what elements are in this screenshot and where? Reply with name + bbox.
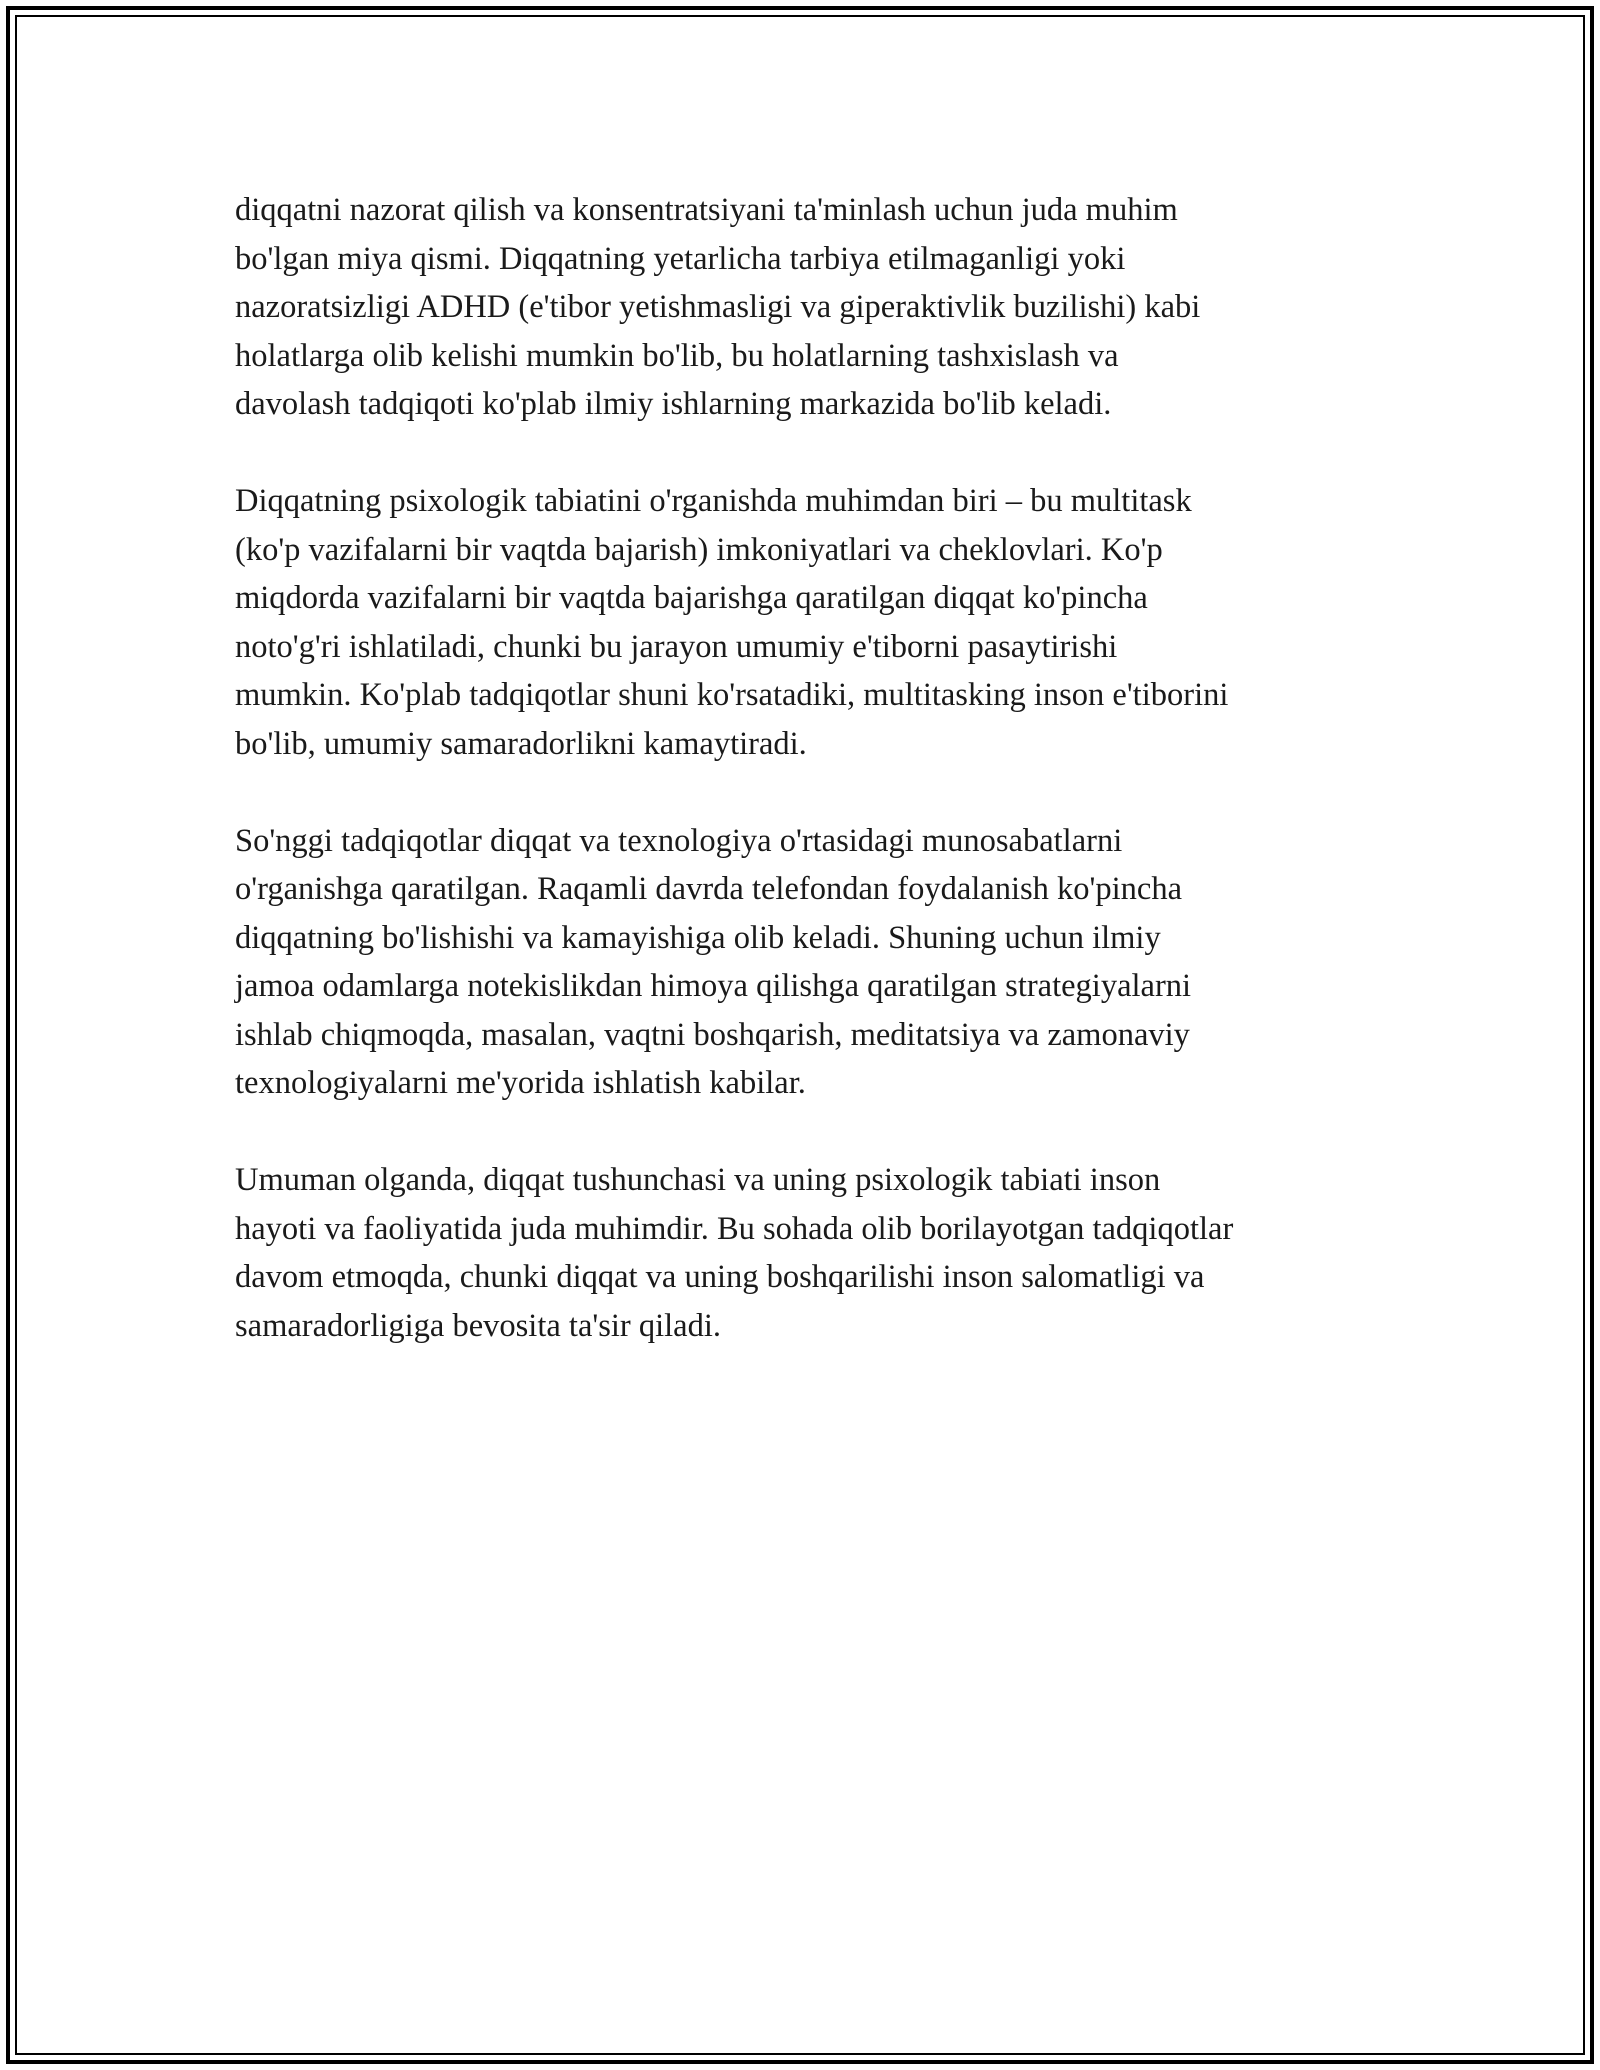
text-line: texnologiyalarni me'yorida ishlatish kabilar. — [235, 1065, 806, 1101]
text-line: noto'g'ri ishlatiladi, chunki bu jarayon umumiy e'tiborni pasaytirishi — [235, 628, 1118, 665]
text-line: holatlarga olib kelishi mumkin bo'lib, bu holatlarning tashxislash va — [235, 337, 1119, 374]
document-body — [235, 186, 1375, 1399]
text-line: davom etmoqda, chunki diqqat va uning boshqarilishi inson salomatligi va — [235, 1259, 1205, 1295]
text-line: So'nggi tadqiqotlar diqqat va texnologiya o'rtasidagi munosabatlarni — [235, 822, 1123, 859]
text-line: samaradorligiga bevosita ta'sir qiladi. — [235, 1307, 721, 1344]
text-line: diqqatni nazorat qilish va konsentratsiyani ta'minlash uchun juda muhim — [235, 192, 1178, 228]
text-line: (ko'p vazifalarni bir vaqtda bajarish) imkoniyatlari va cheklovlari. Ko'p — [235, 531, 1163, 568]
text-line: Umuman olganda, diqqat tushunchasi va uning psixologik tabiati inson — [235, 1162, 1161, 1198]
text-line: Diqqatning psixologik tabiatini o'rganishda muhimdan biri – bu multitask — [235, 483, 1192, 519]
text-line: miqdorda vazifalarni bir vaqtda bajarishga qaratilgan diqqat ko'pincha — [235, 580, 1148, 616]
text-line: jamoa odamlarga notekislikdan himoya qilishga qaratilgan strategiyalarni — [235, 968, 1192, 1004]
text-line: hayoti va faoliyatida juda muhimdir. Bu sohada olib borilayotgan tadqiqotlar — [235, 1210, 1234, 1247]
text-line: bo'lgan miya qismi. Diqqatning yetarlicha tarbiya etilmaganligi yoki — [235, 240, 1126, 277]
paragraph-2 — [235, 477, 1375, 768]
text-line: diqqatning bo'lishishi va kamayishiga olib keladi. Shuning uchun ilmiy — [235, 919, 1161, 956]
paragraph-4 — [235, 1156, 1375, 1350]
text-line: mumkin. Ko'plab tadqiqotlar shuni ko'rsatadiki, multitasking inson e'tiborini — [235, 677, 1229, 713]
paragraph-1 — [235, 186, 1375, 429]
text-line: o'rganishga qaratilgan. Raqamli davrda telefondan foydalanish ko'pincha — [235, 871, 1182, 907]
text-line: bo'lib, umumiy samaradorlikni kamaytiradi. — [235, 725, 807, 762]
text-line: nazoratsizligi ADHD (e'tibor yetishmasligi va giperaktivlik buzilishi) kabi — [235, 289, 1201, 325]
text-line: davolash tadqiqoti ko'plab ilmiy ishlarning markazida bo'lib keladi. — [235, 386, 1112, 422]
text-line: ishlab chiqmoqda, masalan, vaqtni boshqarish, meditatsiya va zamonaviy — [235, 1016, 1190, 1053]
paragraph-3 — [235, 817, 1375, 1108]
